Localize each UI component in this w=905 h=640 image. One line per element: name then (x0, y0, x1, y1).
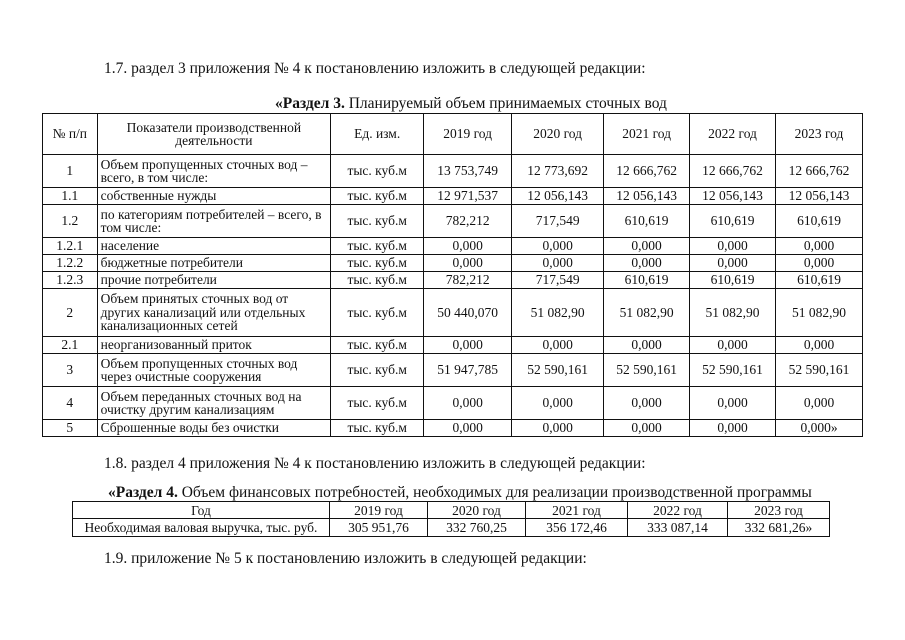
header-2019: 2019 год (424, 114, 512, 155)
row-num: 1.2.3 (43, 272, 98, 289)
s4-header-2019: 2019 год (330, 502, 428, 519)
row-value-2023: 12 666,762 (776, 155, 863, 188)
row-value-2022: 0,000 (690, 255, 776, 272)
section4-table (72, 501, 830, 537)
row-num: 4 (43, 387, 98, 420)
row-value-2022: 0,000 (690, 337, 776, 354)
row-value-2020: 52 590,161 (512, 354, 604, 387)
table-row (43, 354, 863, 387)
row-value-2022: 12 056,143 (690, 188, 776, 205)
row-num: 1.2.1 (43, 238, 98, 255)
row-unit: тыс. куб.м (331, 337, 424, 354)
row-value-2022: 610,619 (690, 205, 776, 238)
row-num: 1.2 (43, 205, 98, 238)
row-value-2021: 52 590,161 (604, 354, 690, 387)
row-value-2023: 0,000 (776, 255, 863, 272)
row-value-2022: 0,000 (690, 238, 776, 255)
row-value-2019: 782,212 (424, 272, 512, 289)
row-num: 5 (43, 420, 98, 437)
row-name: собственные нужды (97, 188, 331, 205)
row-value-2023: 0,000 (776, 238, 863, 255)
section3-caption (275, 95, 667, 113)
row-value-2019: 51 947,785 (424, 354, 512, 387)
section3-header-row (43, 114, 863, 155)
row-value-2019: 50 440,070 (424, 289, 512, 337)
row-unit: тыс. куб.м (331, 420, 424, 437)
row-name: бюджетные потребители (97, 255, 331, 272)
table-row (43, 238, 863, 255)
row-value-2020: 0,000 (512, 420, 604, 437)
row-value-2019: 782,212 (424, 205, 512, 238)
section3-table (42, 113, 863, 437)
row-name: Сброшенные воды без очистки (97, 420, 331, 437)
row-value-2023: 0,000 (776, 387, 863, 420)
table-row (43, 289, 863, 337)
row-value-2021: 610,619 (604, 272, 690, 289)
row-num: 2 (43, 289, 98, 337)
table-row (43, 255, 863, 272)
row-value-2022: 610,619 (690, 272, 776, 289)
table-row (43, 420, 863, 437)
row-unit: тыс. куб.м (331, 205, 424, 238)
row-value-2019: 0,000 (424, 238, 512, 255)
s4-value-2022: 333 087,14 (628, 519, 728, 537)
paragraph-1-7: 1.7. раздел 3 приложения № 4 к постановлению изложить в следующей редакции: (104, 60, 646, 77)
row-value-2021: 610,619 (604, 205, 690, 238)
header-unit: Ед. изм. (331, 114, 424, 155)
row-value-2021: 0,000 (604, 337, 690, 354)
row-value-2019: 0,000 (424, 337, 512, 354)
row-value-2021: 51 082,90 (604, 289, 690, 337)
row-num: 1.1 (43, 188, 98, 205)
row-name: Объем пропущенных сточных вод – всего, в том числе: (97, 155, 331, 188)
row-value-2022: 52 590,161 (690, 354, 776, 387)
row-value-2020: 717,549 (512, 205, 604, 238)
section4-caption (108, 484, 812, 502)
row-value-2019: 0,000 (424, 420, 512, 437)
row-value-2022: 12 666,762 (690, 155, 776, 188)
row-value-2020: 12 773,692 (512, 155, 604, 188)
paragraph-1-9: 1.9. приложение № 5 к постановлению изложить в следующей редакции: (104, 550, 587, 567)
header-indicator: Показатели производственной деятельности (97, 114, 331, 155)
s4-value-2019: 305 951,76 (330, 519, 428, 537)
row-unit: тыс. куб.м (331, 289, 424, 337)
header-2021: 2021 год (604, 114, 690, 155)
row-name: неорганизованный приток (97, 337, 331, 354)
row-unit: тыс. куб.м (331, 155, 424, 188)
table-row (43, 155, 863, 188)
row-value-2019: 12 971,537 (424, 188, 512, 205)
section4-caption-bold: «Раздел 4. (108, 484, 178, 501)
s4-value-2023: 332 681,26» (728, 519, 830, 537)
row-value-2021: 0,000 (604, 387, 690, 420)
row-unit: тыс. куб.м (331, 238, 424, 255)
row-value-2023: 52 590,161 (776, 354, 863, 387)
row-value-2023: 51 082,90 (776, 289, 863, 337)
row-num: 2.1 (43, 337, 98, 354)
row-num: 1.2.2 (43, 255, 98, 272)
paragraph-1-8: 1.8. раздел 4 приложения № 4 к постановлению изложить в следующей редакции: (104, 455, 646, 472)
row-unit: тыс. куб.м (331, 354, 424, 387)
s4-header-2023: 2023 год (728, 502, 830, 519)
row-name: Объем пропущенных сточных вод через очистные сооружения (97, 354, 331, 387)
section3-caption-text: Планируемый объем принимаемых сточных вод (344, 95, 667, 112)
s4-row-label: Необходимая валовая выручка, тыс. руб. (73, 519, 330, 537)
row-value-2021: 0,000 (604, 238, 690, 255)
section4-header-row (73, 502, 830, 519)
row-value-2023: 610,619 (776, 205, 863, 238)
row-unit: тыс. куб.м (331, 387, 424, 420)
row-value-2020: 0,000 (512, 255, 604, 272)
header-2022: 2022 год (690, 114, 776, 155)
section4-value-row (73, 519, 830, 537)
row-value-2021: 0,000 (604, 255, 690, 272)
row-value-2020: 12 056,143 (512, 188, 604, 205)
s4-header-2022: 2022 год (628, 502, 728, 519)
s4-header-year: Год (73, 502, 330, 519)
row-value-2023: 0,000» (776, 420, 863, 437)
table-row (43, 337, 863, 354)
row-value-2023: 12 056,143 (776, 188, 863, 205)
row-value-2020: 717,549 (512, 272, 604, 289)
s4-header-2020: 2020 год (428, 502, 526, 519)
row-value-2019: 0,000 (424, 255, 512, 272)
table-row (43, 205, 863, 238)
table-row (43, 272, 863, 289)
row-name: прочие потребители (97, 272, 331, 289)
row-value-2020: 0,000 (512, 337, 604, 354)
row-unit: тыс. куб.м (331, 272, 424, 289)
row-value-2022: 51 082,90 (690, 289, 776, 337)
row-value-2022: 0,000 (690, 420, 776, 437)
row-name: по категориям потребителей – всего, в том числе: (97, 205, 331, 238)
s4-value-2020: 332 760,25 (428, 519, 526, 537)
section3-caption-bold: «Раздел 3. (275, 95, 345, 112)
row-value-2022: 0,000 (690, 387, 776, 420)
row-name: Объем принятых сточных вод от других канализаций или отдельных канализационных сетей (97, 289, 331, 337)
row-name: население (97, 238, 331, 255)
row-value-2020: 51 082,90 (512, 289, 604, 337)
header-num: № п/п (43, 114, 98, 155)
row-value-2021: 12 666,762 (604, 155, 690, 188)
s4-header-2021: 2021 год (526, 502, 628, 519)
table-row (43, 188, 863, 205)
header-2020: 2020 год (512, 114, 604, 155)
row-value-2020: 0,000 (512, 387, 604, 420)
row-unit: тыс. куб.м (331, 188, 424, 205)
row-value-2020: 0,000 (512, 238, 604, 255)
row-name: Объем переданных сточных вод на очистку другим канализациям (97, 387, 331, 420)
row-num: 1 (43, 155, 98, 188)
s4-value-2021: 356 172,46 (526, 519, 628, 537)
row-value-2023: 610,619 (776, 272, 863, 289)
table-row (43, 387, 863, 420)
row-unit: тыс. куб.м (331, 255, 424, 272)
row-value-2019: 13 753,749 (424, 155, 512, 188)
row-value-2019: 0,000 (424, 387, 512, 420)
row-value-2021: 0,000 (604, 420, 690, 437)
section4-caption-text: Объем финансовых потребностей, необходимых для реализации производственной программы (177, 484, 812, 501)
row-num: 3 (43, 354, 98, 387)
row-value-2021: 12 056,143 (604, 188, 690, 205)
header-2023: 2023 год (776, 114, 863, 155)
row-value-2023: 0,000 (776, 337, 863, 354)
